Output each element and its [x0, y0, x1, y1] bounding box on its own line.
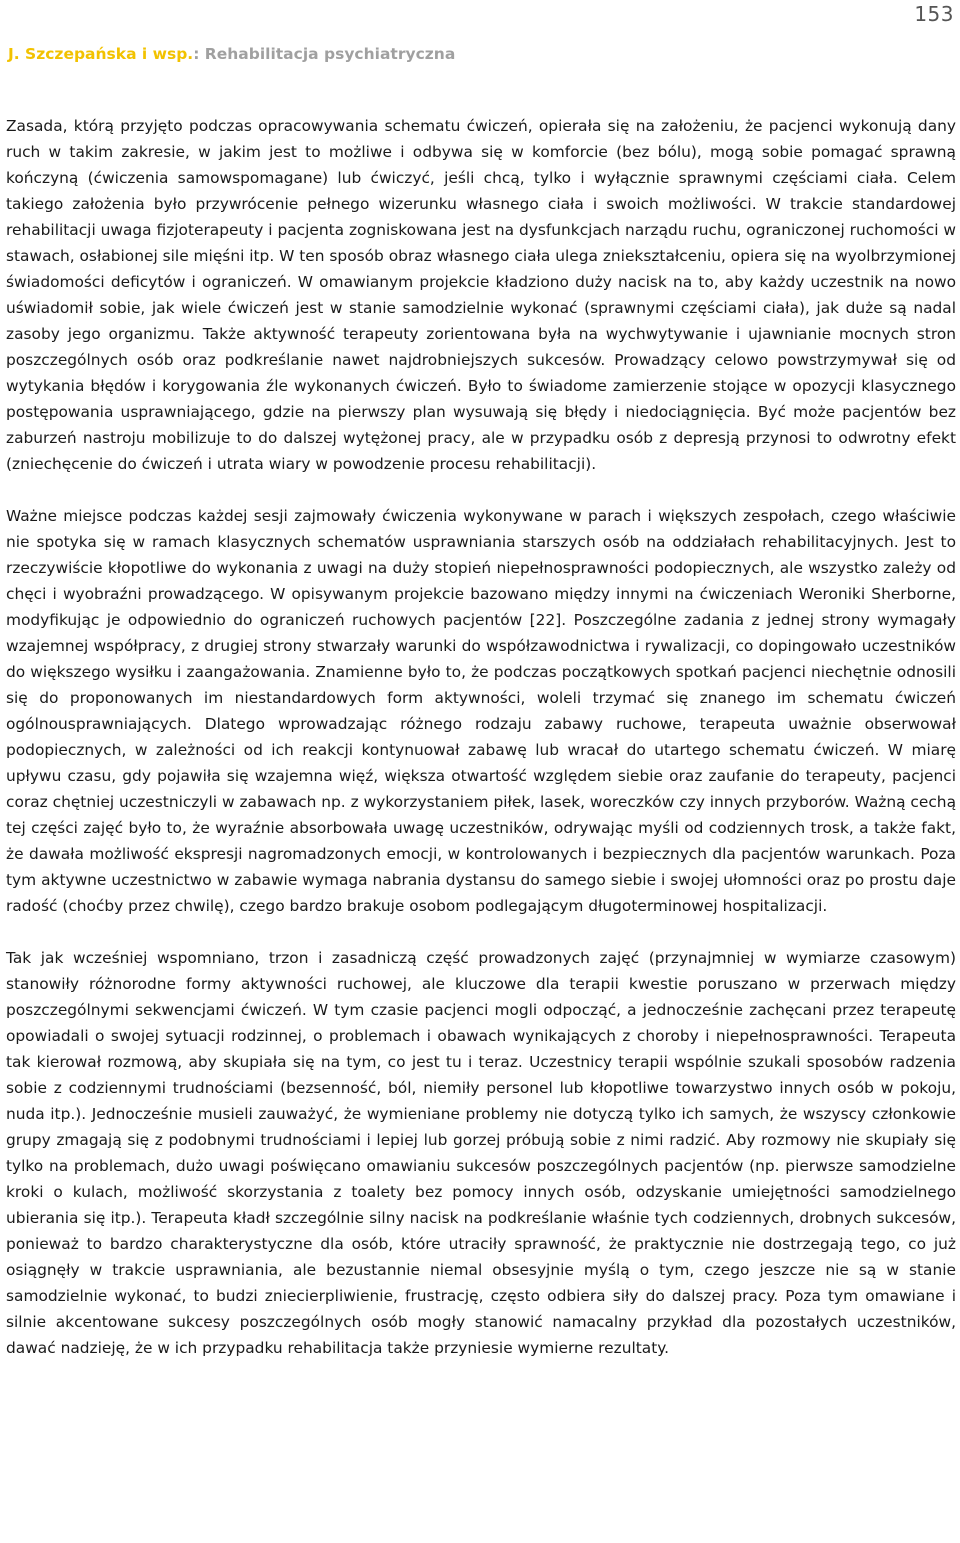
article-body [6, 113, 956, 1361]
paragraph-1: Zasada, którą przyjęto podczas opracowywania schematu ćwiczeń, opierała się na założeniu, że pacjenci wykonują dany ruch w takim zakresie, w jakim jest to możliwe i odbywa się w komforcie (bez bólu), mogą sobie pomagać sprawną kończyną (ćwiczenia samowspomagane) lub ćwiczyć, jeśli chcą, tylko i wyłącznie sprawnymi częściami ciała. Celem takiego założenia było przywrócenie pełnego wizerunku własnego ciała i swoich możliwości. W trakcie standardowej rehabilitacji uwaga fizjoterapeuty i pacjenta zogniskowana jest na dysfunkcjach narządu ruchu, ograniczonej ruchomości w stawach, osłabionej sile mięśni itp. W ten sposób obraz własnego ciała ulega zniekształceniu, opiera się na wyolbrzymionej świadomości deficytów i ograniczeń. W omawianym projekcie kładziono duży nacisk na to, aby każdy uczestnik na nowo uświadomił sobie, jak wiele ćwiczeń jest w stanie samodzielnie wykonać (sprawnymi częściami ciała), jak duże są nadal zasoby jego organizmu. Także aktywność terapeuty zorientowana była na wychwytywanie i ujawnianie mocnych stron poszczególnych osób oraz podkreślanie nawet najdrobniejszych sukcesów. Prowadzący celowo powstrzymywał się od wytykania błędów i korygowania źle wykonanych ćwiczeń. Było to świadome zamierzenie stojące w opozycji klasycznego postępowania usprawniającego, gdzie na pierwszy plan wysuwają się błędy i niedociągnięcia. Być może pacjentów bez zaburzeń nastroju mobilizuje to do dalszej wytężonej pracy, ale w przypadku osób z depresją przynosi to odwrotny efekt (zniechęcenie do ćwiczeń i utrata wiary w powodzenie procesu rehabilitacji). [6, 117, 956, 473]
page-number: 153 [914, 2, 954, 26]
running-header [8, 45, 455, 63]
header-separator: : [193, 45, 205, 63]
header-title: Rehabilitacja psychiatryczna [204, 45, 456, 63]
paragraph-2: Ważne miejsce podczas każdej sesji zajmowały ćwiczenia wykonywane w parach i większych zespołach, czego właściwie nie spotyka się w ramach klasycznych schematów usprawniania starszych osób na oddziałach rehabilitacyjnych. Jest to rzeczywiście kłopotliwe do wykonania z uwagi na duży stopień niepełnosprawności podopiecznych, ale wszystko zależy od chęci i wyobraźni prowadzącego. W opisywanym projekcie bazowano między innymi na ćwiczeniach Weroniki Sherborne, modyfikując je odpowiednio do ograniczeń ruchowych pacjentów [22]. Poszczególne zadania z jednej strony wymagały wzajemnej współpracy, z drugiej strony stwarzały warunki do współzawodnictwa i rywalizacji, co dopingowało uczestników do większego wysiłku i zaangażowania. Znamienne było to, że podczas początkowych spotkań pacjenci niechętnie odnosili się do proponowanych im niestandardowych form aktywności, woleli trzymać się znanego im schematu ćwiczeń ogólnousprawniających. Dlatego wprowadzając różnego rodzaju zabawy ruchowe, terapeuta uważnie obserwował podopiecznych, w zależności od ich reakcji kontynuował zabawę lub wracał do utartego schematu ćwiczeń. W miarę upływu czasu, gdy pojawiła się wzajemna więź, większa otwartość względem siebie oraz zaufanie do terapeuty, pacjenci coraz chętniej uczestniczyli w zabawach np. z wykorzystaniem piłek, lasek, woreczków czy innych przyborów. Ważną cechą tej części zajęć było to, że wyraźnie absorbowała uwagę uczestników, odrywając myśli od codziennych trosk, a także fakt, że dawała możliwość ekspresji nagromadzonych emocji, w kontrolowanych i bezpiecznych dla pacjentów warunkach. Poza tym aktywne uczestnictwo w zabawie wymaga nabrania dystansu do samego siebie i swojej ułomności oraz po prostu daje radość (choćby przez chwilę), czego bardzo brakuje osobom podlegającym długoterminowej hospitalizacji. [6, 507, 956, 915]
header-authors: J. Szczepańska i wsp. [8, 45, 194, 63]
paragraph-3: Tak jak wcześniej wspomniano, trzon i zasadniczą część prowadzonych zajęć (przynajmniej w wymiarze czasowym) stanowiły różnorodne formy aktywności ruchowej, ale kluczowe dla terapii kwestie poruszano w przerwach między poszczególnymi sekwencjami ćwiczeń. W tym czasie pacjenci mogli odpocząć, a jednocześnie zachęcani przez terapeutę opowiadali o swojej sytuacji rodzinnej, o problemach i obawach wynikających z choroby i niepełnosprawności. Terapeuta tak kierował rozmową, aby skupiała się na tym, co jest tu i teraz. Uczestnicy terapii wspólnie szukali sposobów radzenia sobie z codziennymi trudnościami (bezsenność, ból, niemiły personel lub kłopotliwe towarzystwo innych osób w pokoju, nuda itp.). Jednocześnie musieli zauważyć, że wymieniane problemy nie dotyczą tylko ich samych, że wszyscy członkowie grupy zmagają się z podobnymi trudnościami i lepiej lub gorzej próbują sobie z nimi radzić. Aby rozmowy nie skupiały się tylko na problemach, dużo uwagi poświęcano omawianiu sukcesów poszczególnych pacjentów (np. pierwsze samodzielne kroki o kulach, możliwość skorzystania z toalety bez pomocy innych osób, odzyskanie umiejętności samodzielnego ubierania się itp.). Terapeuta kładł szczególnie silny nacisk na podkreślanie właśnie tych codziennych, drobnych sukcesów, ponieważ to bardzo charakterystyczne dla osób, które utraciły sprawność, że praktycznie nie dostrzegają tego, co już osiągnęły w trakcie usprawniania, ale bezustannie niemal obsesyjnie myślą o tym, czego jeszcze nie są w stanie samodzielnie wykonać, to budzi zniecierpliwienie, frustrację, często odbiera siły do dalszej pracy. Poza tym omawiane i silnie akcentowane sukcesy poszczególnych osób mogły stanowić namacalny przykład dla pozostałych uczestników, dawać nadzieję, że w ich przypadku rehabilitacja także przyniesie wymierne rezultaty. [6, 949, 956, 1357]
